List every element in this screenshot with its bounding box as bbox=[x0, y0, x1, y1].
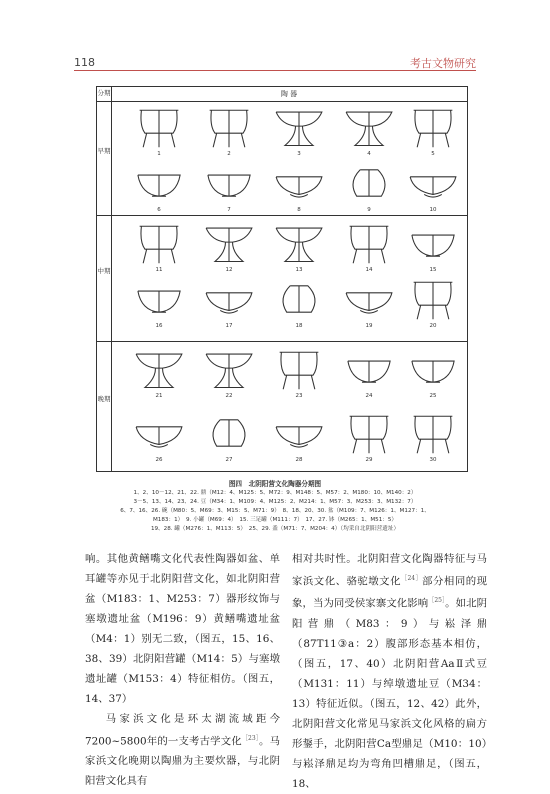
vessel-label: 13 bbox=[295, 267, 303, 273]
vessel-drawing bbox=[269, 411, 329, 459]
header-rule bbox=[74, 70, 476, 71]
column-divider bbox=[111, 87, 112, 471]
reference: ［24］ bbox=[400, 575, 423, 582]
vessel-drawing bbox=[269, 347, 329, 395]
row-divider bbox=[97, 341, 467, 342]
vessel-drawing bbox=[403, 221, 463, 269]
caption-line: 6、7、16、26. 碗（M80：5、M69：3、M15：5、M71：9） 8、18、20、30. 盆（M109：7、M126：1、M127：1、 bbox=[120, 508, 430, 514]
period-early: 早期 bbox=[97, 147, 111, 155]
vessel-label: 21 bbox=[155, 393, 163, 399]
top-heading: 陶 器 bbox=[280, 90, 298, 98]
vessel-drawing bbox=[269, 221, 329, 269]
caption-line: M183：1） 9. 小罐（M69：4） 15. 三足罐（M111：7） 17、27. 钵（M265：1、M51：5） bbox=[152, 517, 398, 523]
vessel-label: 19 bbox=[365, 323, 373, 329]
vessel-label: 17 bbox=[225, 323, 233, 329]
vessel-label: 28 bbox=[295, 457, 303, 463]
vessel-label: 5 bbox=[431, 151, 435, 157]
vessel-drawing bbox=[403, 105, 463, 153]
caption-line: 1、2、10－12、21、22. 鼎（M12：4、M125：5、M72：9、M148：5、M57：2、M180：10、M140：2） bbox=[133, 490, 417, 496]
vessel-label: 16 bbox=[155, 323, 163, 329]
vessel-label: 7 bbox=[227, 207, 231, 213]
caption-line: 3－5、13、14、23、24. 豆（M34：1、M109：4、M125：2、M214：1、M57：3、M253：3、M132：7） bbox=[133, 499, 417, 505]
vessel-drawing bbox=[269, 105, 329, 153]
vessel-label: 26 bbox=[155, 457, 163, 463]
journal-title: 考古文物研究 bbox=[410, 57, 476, 70]
body-column-left bbox=[85, 549, 280, 791]
vessel-drawing bbox=[339, 161, 399, 209]
vessel-drawing bbox=[199, 221, 259, 269]
reference: ［23］ bbox=[241, 735, 260, 742]
vessel-drawing bbox=[403, 411, 463, 459]
vessel-label: 9 bbox=[367, 207, 371, 213]
vessel-label: 8 bbox=[297, 207, 301, 213]
vessel-label: 22 bbox=[225, 393, 233, 399]
vessel-label: 30 bbox=[429, 457, 437, 463]
vessel-label: 10 bbox=[429, 207, 437, 213]
vessel-drawing bbox=[129, 277, 189, 325]
vessel-drawing bbox=[199, 277, 259, 325]
vessel-drawing bbox=[129, 161, 189, 209]
vessel-drawing bbox=[129, 347, 189, 395]
vessel-label: 4 bbox=[367, 151, 371, 157]
vessel-label: 1 bbox=[157, 151, 161, 157]
figure-caption-title: 图四 北阴阳营文化陶器分期图 bbox=[228, 480, 322, 488]
vessel-drawing bbox=[199, 411, 259, 459]
vessel-drawing bbox=[199, 105, 259, 153]
vessel-label: 15 bbox=[429, 267, 437, 273]
vessel-drawing bbox=[199, 161, 259, 209]
vessel-drawing bbox=[129, 221, 189, 269]
vessel-drawing bbox=[129, 105, 189, 153]
paragraph: 相对共时性。北阴阳营文化陶器特征与马家浜文化、骆驼墩文化$^{[24]}$部分相同的现象，当为同受侯家寨文化影响$^{[25]}$。如北阴阳营鼎（M83：9）与崧泽鼎（87T11③a：2）腹部形态基本相仿，（图五，17、40）北阴阳营AaⅡ式豆（M131：11）与绰墩遗址豆（M34：13）特征近似。（图五，12、42）此外，北阴阳营文化常见马家浜文化风格的扁方形鋬手，北阴阳营Ca型鼎足（M10：10）与崧泽鼎足均为弯角凹槽鼎足，（图五，18、 bbox=[292, 553, 488, 790]
vessel-label: 29 bbox=[365, 457, 373, 463]
row-divider bbox=[97, 215, 467, 216]
vessel-label: 20 bbox=[429, 323, 437, 329]
vessel-label: 6 bbox=[157, 207, 161, 213]
vessel-label: 11 bbox=[155, 267, 163, 273]
paragraph: 马家浜文化是环太湖流域距今7200~5800年的一支考古学文化$^{[23]}$。马家浜文化晚期以陶鼎为主要炊器，与北阴阳营文化具有 bbox=[85, 713, 281, 788]
vessel-drawing bbox=[403, 347, 463, 395]
caption-line: 19、28. 罐（M276：1、M113：5） 25、29. 盉（M71：7、M204：4）（均采自北阴阳营遗址） bbox=[150, 526, 400, 532]
row-divider bbox=[97, 101, 467, 102]
vessel-drawing bbox=[199, 347, 259, 395]
vessel-label: 2 bbox=[227, 151, 231, 157]
side-heading: 分期 bbox=[97, 89, 111, 97]
paragraph: 响。其他黄鳝嘴文化代表性陶器如盆、单耳罐等亦见于北阴阳营文化，如北阴阳营盆（M183：1、M253：7）器形纹饰与塞墩遗址盆（M196：9）黄鳝嘴遗址盆（M4：1）别无二致，（图五，15、16、38、39）北阴阳营罐（M14：5）与塞墩遗址罐（M153：4）特征相仿。（图五，14、37） bbox=[85, 553, 280, 705]
vessel-label: 14 bbox=[365, 267, 373, 273]
vessel-label: 12 bbox=[225, 267, 233, 273]
vessel-drawing bbox=[339, 411, 399, 459]
vessel-label: 24 bbox=[365, 393, 373, 399]
vessel-drawing bbox=[339, 347, 399, 395]
period-middle: 中期 bbox=[97, 267, 111, 275]
vessel-drawing bbox=[269, 161, 329, 209]
vessel-drawing bbox=[339, 221, 399, 269]
vessel-label: 23 bbox=[295, 393, 303, 399]
vessel-label: 25 bbox=[429, 393, 437, 399]
page-number: 118 bbox=[74, 56, 95, 69]
vessel-drawing bbox=[339, 105, 399, 153]
vessel-drawing bbox=[403, 161, 463, 209]
body-column-right bbox=[292, 549, 487, 794]
period-late: 晚期 bbox=[97, 395, 111, 403]
vessel-label: 3 bbox=[297, 151, 301, 157]
vessel-drawing bbox=[339, 277, 399, 325]
pottery-periodization-figure bbox=[96, 86, 468, 472]
vessel-drawing bbox=[129, 411, 189, 459]
vessel-label: 27 bbox=[225, 457, 233, 463]
vessel-drawing bbox=[403, 277, 463, 325]
reference: ［25］ bbox=[428, 597, 446, 605]
vessel-label: 18 bbox=[295, 323, 303, 329]
vessel-drawing bbox=[269, 277, 329, 325]
